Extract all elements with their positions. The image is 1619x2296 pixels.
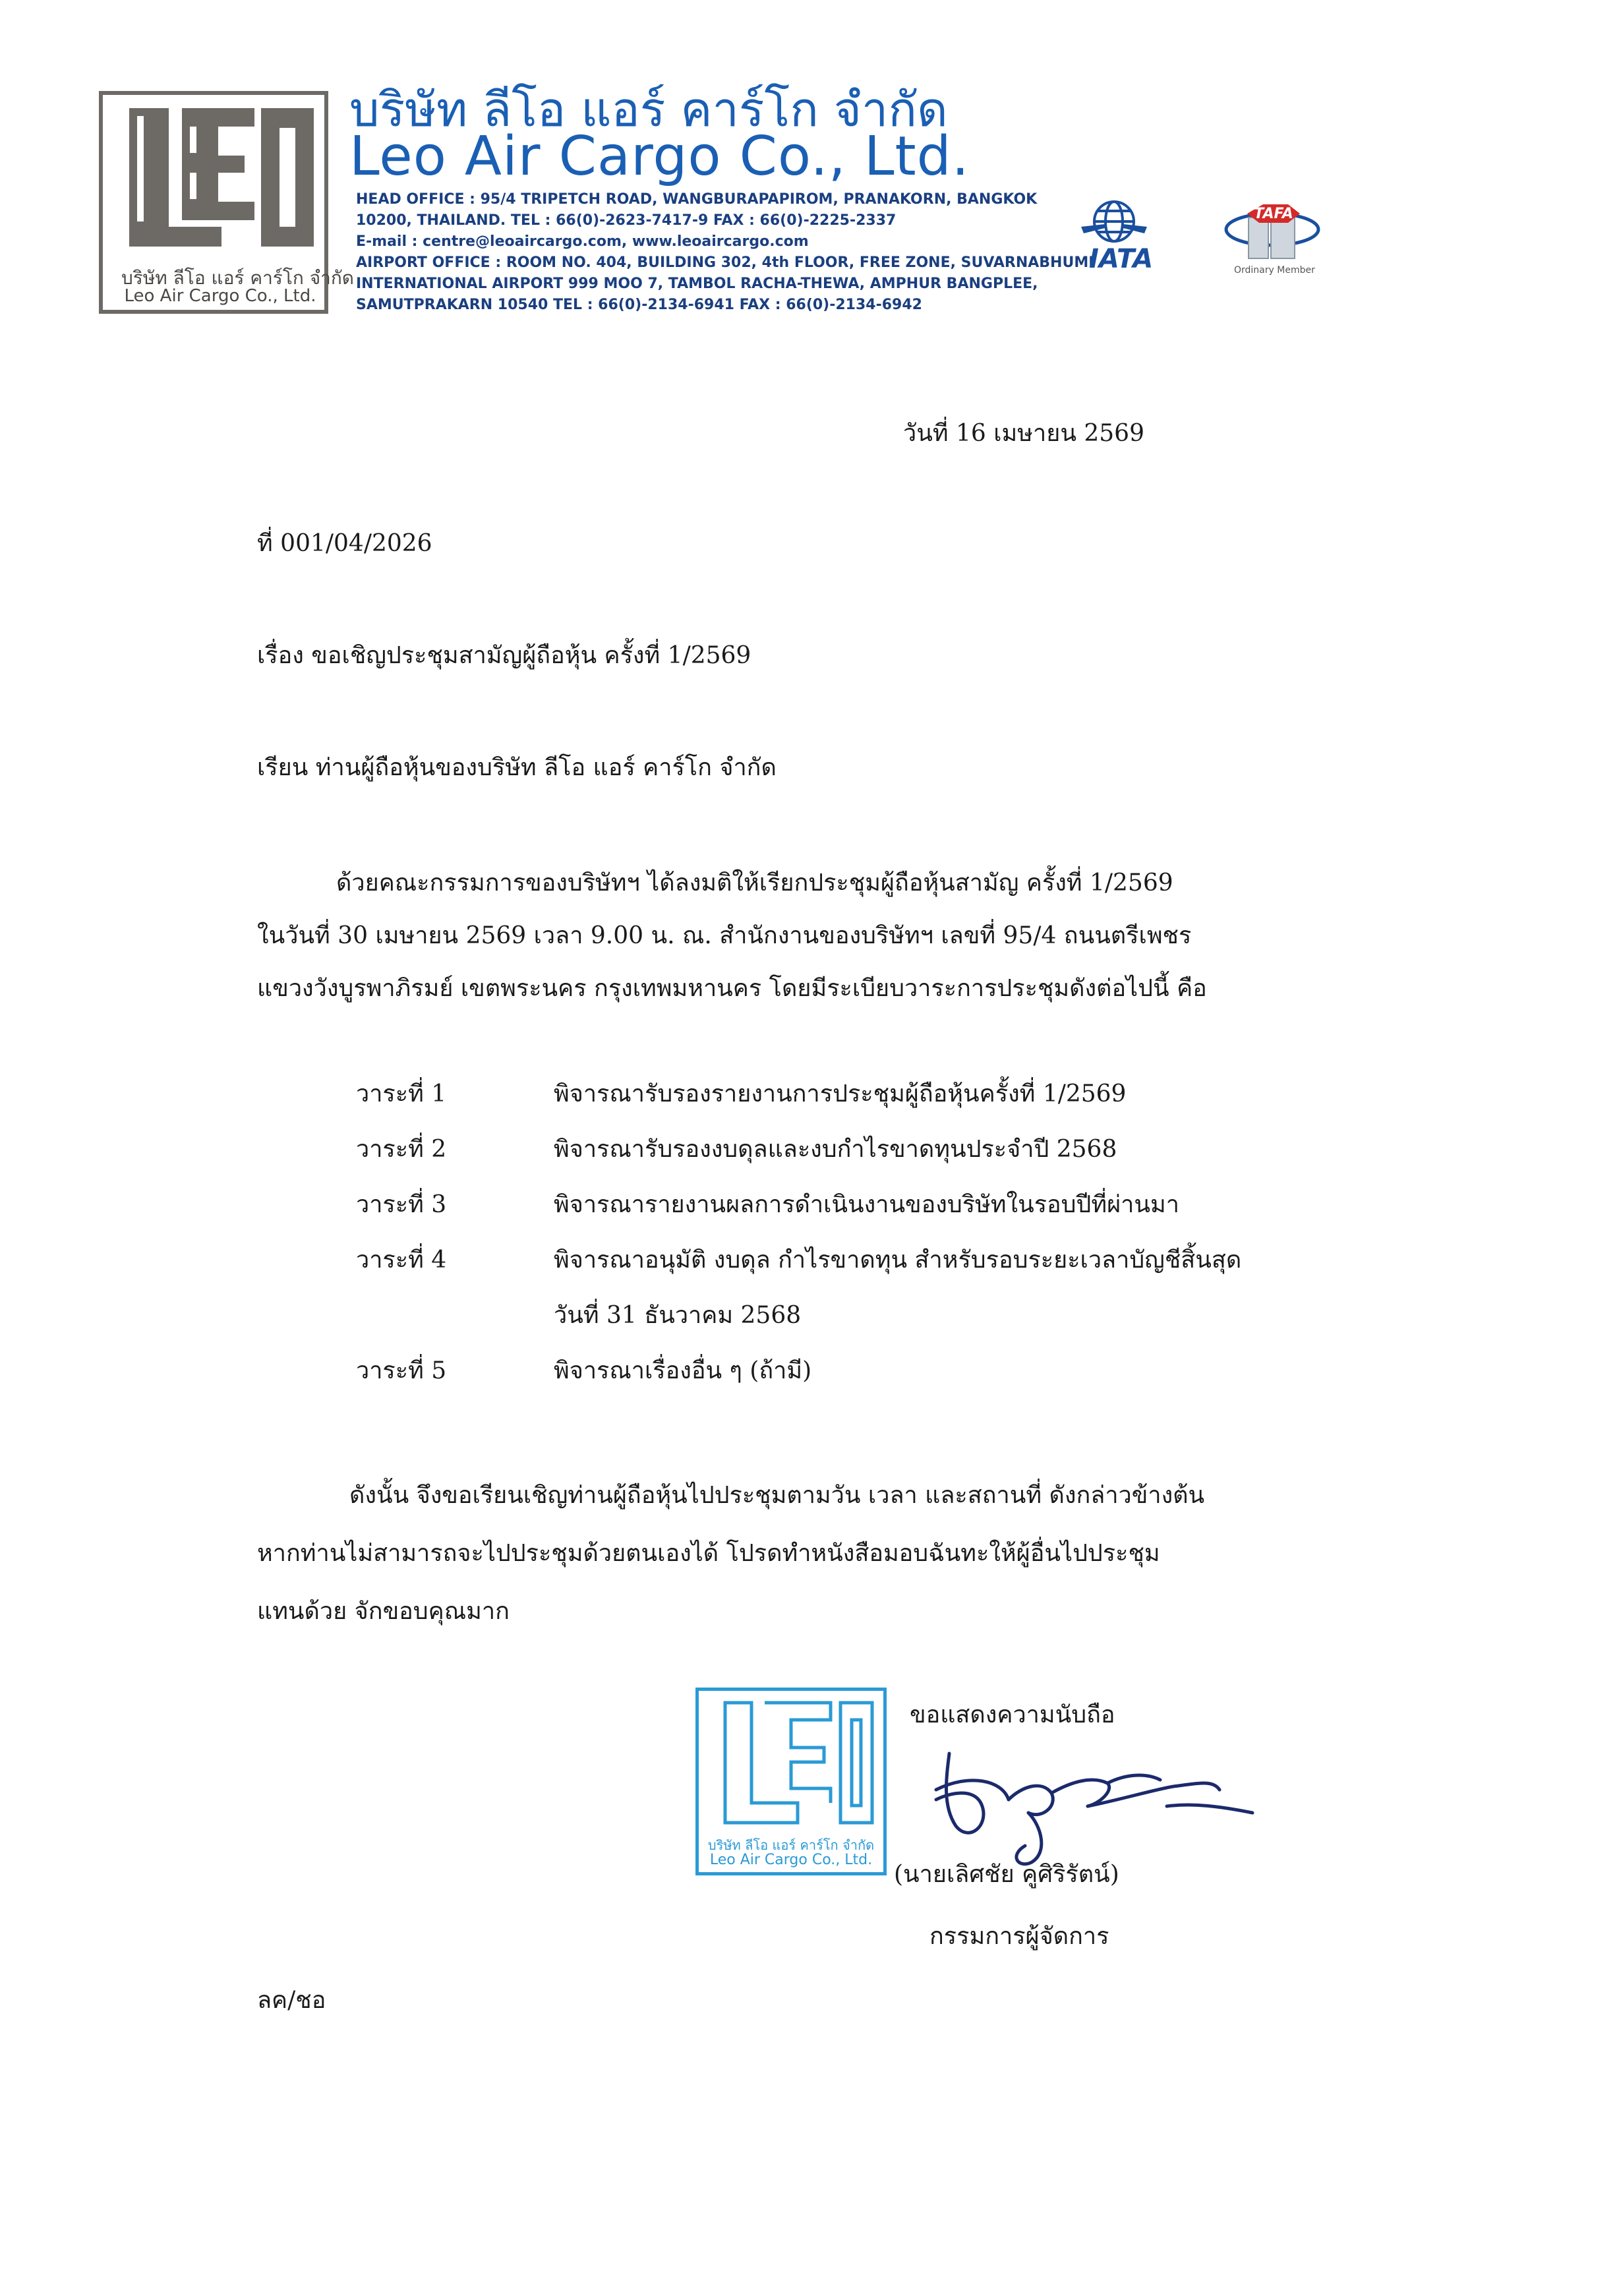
reference-number: ที่ 001/04/2026 xyxy=(257,530,432,557)
typist-initials: ลค/ชอ xyxy=(257,1987,326,2014)
agenda-text: พิจารณารับรองงบดุลและงบกำไรขาดทุนประจำปี 2568 xyxy=(554,1136,1117,1163)
tafa-logo-icon xyxy=(1220,198,1325,270)
letter-subject: เรื่อง ขอเชิญประชุมสามัญผู้ถือหุ้น ครั้งที่ 1/2569 xyxy=(257,642,751,669)
closing-phrase: ขอแสดงความนับถือ xyxy=(910,1701,1115,1728)
paragraph-line: หากท่านไม่สามารถจะไปประชุมด้วยตนเองได้ โปรดทำหนังสือมอบฉันทะให้ผู้อื่นไปประชุม xyxy=(257,1540,1160,1567)
address-line: SAMUTPRAKARN 10540 TEL : 66(0)-2134-6941 FAX : 66(0)-2134-6942 xyxy=(356,297,922,313)
letter-date: วันที่ 16 เมษายน 2569 xyxy=(903,420,1144,447)
letter-salutation: เรียน ท่านผู้ถือหุ้นของบริษัท ลีโอ แอร์ คาร์โก จำกัด xyxy=(257,754,777,781)
paragraph-line: ดังนั้น จึงขอเรียนเชิญท่านผู้ถือหุ้นไปประชุมตามวัน เวลา และสถานที่ ดังกล่าวข้างต้น xyxy=(349,1482,1205,1509)
address-line: INTERNATIONAL AIRPORT 999 MOO 7, TAMBOL RACHA-THEWA, AMPHUR BANGPLEE, xyxy=(356,276,1038,292)
paragraph-line: แขวงวังบูรพาภิรมย์ เขตพระนคร กรุงเทพมหานคร โดยมีระเบียบวาระการประชุมดังต่อไปนี้ คือ xyxy=(257,975,1207,1002)
company-name-thai: บริษัท ลีโอ แอร์ คาร์โก จำกัด xyxy=(349,82,948,137)
signer-name: (นายเลิศชัย คูศิริรัตน์) xyxy=(894,1861,1119,1888)
agenda-text: วันที่ 31 ธันวาคม 2568 xyxy=(554,1302,802,1329)
logo-company-name-th: บริษัท ลีโอ แอร์ คาร์โก จำกัด xyxy=(121,267,354,289)
meeting-notice-paragraph xyxy=(257,857,1325,1015)
address-line: HEAD OFFICE : 95/4 TRIPETCH ROAD, WANGBURAPAPIROM, PRANAKORN, BANGKOK xyxy=(356,191,1038,208)
agenda-number: วาระที่ 3 xyxy=(356,1191,447,1218)
stamp-name-th: บริษัท ลีโอ แอร์ คาร์โก จำกัด xyxy=(707,1837,875,1853)
agenda-text: พิจารณารายงานผลการดำเนินงานของบริษัทในรอบปีที่ผ่านมา xyxy=(554,1191,1179,1218)
agenda-text: พิจารณารับรองรายงานการประชุมผู้ถือหุ้นครั้งที่ 1/2569 xyxy=(554,1080,1127,1107)
address-line: E-mail : centre@leoaircargo.com, www.leoaircargo.com xyxy=(356,233,809,250)
address-line: AIRPORT OFFICE : ROOM NO. 404, BUILDING 302, 4th FLOOR, FREE ZONE, SUVARNABHUMI xyxy=(356,254,1094,271)
company-name-english: Leo Air Cargo Co., Ltd. xyxy=(349,125,970,188)
company-logo xyxy=(99,91,354,314)
handwritten-signature xyxy=(910,1727,1305,1872)
paragraph-line: ในวันที่ 30 เมษายน 2569 เวลา 9.00 น. ณ. สำนักงานของบริษัทฯ เลขที่ 95/4 ถนนตรีเพชร xyxy=(257,922,1192,949)
agenda-number: วาระที่ 1 xyxy=(356,1080,447,1107)
agenda-number: วาระที่ 2 xyxy=(356,1136,447,1163)
signer-position: กรรมการผู้จัดการ xyxy=(929,1923,1109,1950)
logo-company-name-en: Leo Air Cargo Co., Ltd. xyxy=(124,286,316,306)
invitation-paragraph xyxy=(257,1467,1325,1641)
agenda-number: วาระที่ 4 xyxy=(356,1247,447,1274)
address-line: 10200, THAILAND. TEL : 66(0)-2623-7417-9 FAX : 66(0)-2225-2337 xyxy=(356,212,897,229)
iata-label: IATA xyxy=(1089,244,1154,274)
tafa-membership-caption: Ordinary Member xyxy=(1234,265,1315,276)
agenda-number: วาระที่ 5 xyxy=(356,1357,447,1384)
paragraph-line: แทนด้วย จักขอบคุณมาก xyxy=(257,1598,510,1625)
stamp-name-en: Leo Air Cargo Co., Ltd. xyxy=(709,1852,873,1868)
agenda-text: พิจารณาอนุมัติ งบดุล กำไรขาดทุน สำหรับรอบระยะเวลาบัญชีสิ้นสุด xyxy=(554,1247,1242,1274)
company-stamp xyxy=(695,1688,887,1875)
agenda-text: พิจารณาเรื่องอื่น ๆ (ถ้ามี) xyxy=(554,1357,812,1384)
paragraph-line: ด้วยคณะกรรมการของบริษัทฯ ได้ลงมติให้เรียกประชุมผู้ถือหุ้นสามัญ ครั้งที่ 1/2569 xyxy=(336,869,1173,897)
tafa-label: TAFA xyxy=(1254,206,1293,222)
